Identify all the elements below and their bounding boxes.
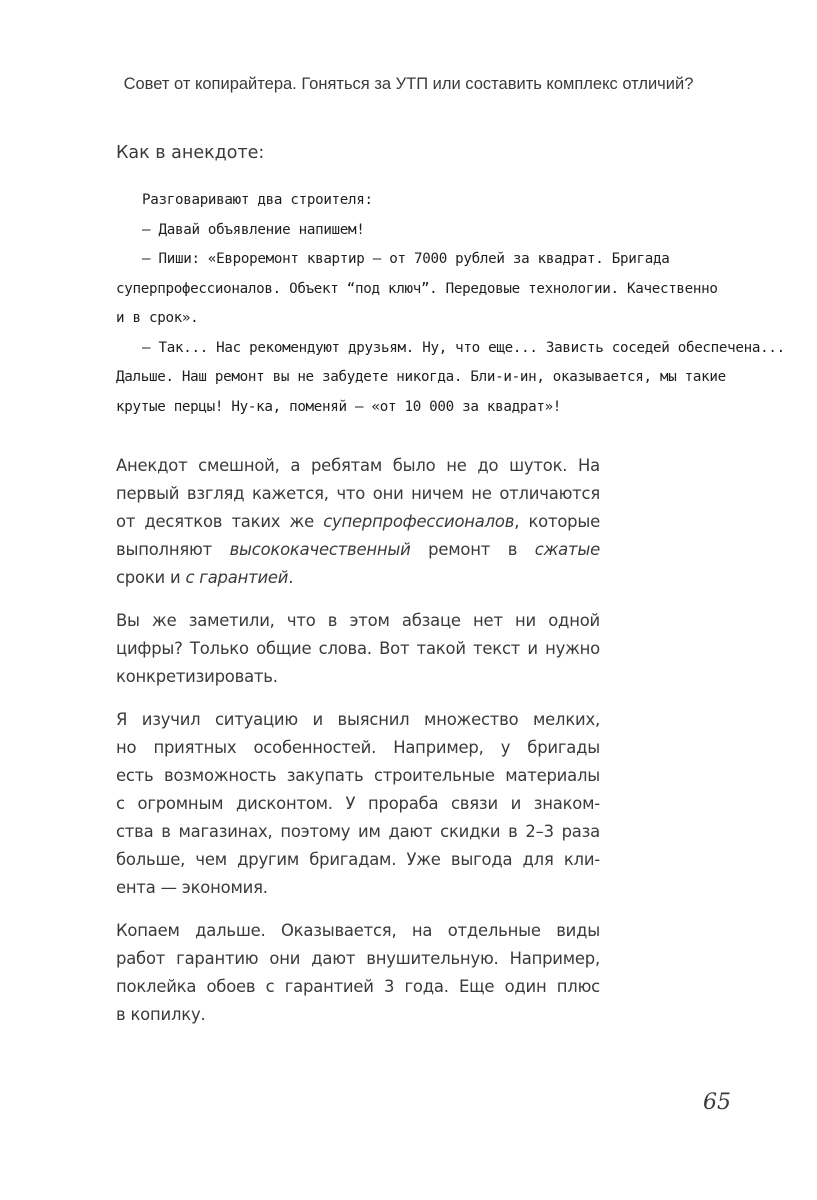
joke-block bbox=[116, 186, 785, 422]
text-run: , которые bbox=[514, 512, 600, 531]
emphasis: суперпрофессионалов bbox=[323, 512, 515, 531]
emphasis: высококачественный bbox=[229, 540, 411, 559]
text-run: от десятков таких же bbox=[116, 512, 324, 531]
text-line: с огромным дисконтом. У прораба связи и знаком- bbox=[116, 794, 600, 813]
text-line: первый взгляд кажется, что они ничем не отличаются bbox=[116, 484, 600, 503]
joke-line: Дальше. Наш ремонт вы не забудете никогда. Бли-и-ин, оказывается, мы такие bbox=[116, 369, 726, 385]
text-line: Я изучил ситуацию и выяснил множество мелких, bbox=[116, 710, 600, 729]
text-run: . bbox=[288, 568, 294, 587]
joke-line: суперпрофессионалов. Объект “под ключ”. Передовые технологии. Качественно bbox=[116, 280, 718, 297]
text-line: Копаем дальше. Оказывается, на отдельные виды bbox=[116, 921, 600, 940]
emphasis: сжатые bbox=[534, 540, 600, 559]
text-line bbox=[116, 564, 600, 592]
text-line: работ гарантию они дают внушительную. Например, bbox=[116, 949, 600, 968]
paragraph-4 bbox=[116, 917, 600, 1029]
paragraph-1 bbox=[116, 452, 600, 592]
text-run: выполняют bbox=[116, 540, 230, 559]
joke-line: крутые перцы! Ну-ка, поменяй — «от 10 000 за квадрат»! bbox=[116, 398, 562, 415]
text-line: конкретизировать. bbox=[116, 667, 278, 686]
text-line: больше, чем другим бригадам. Уже выгода для кли- bbox=[116, 850, 600, 869]
text-line: цифры? Только общие слова. Вот такой текст и нужно bbox=[116, 639, 600, 658]
text-line: в копилку. bbox=[116, 1005, 206, 1024]
running-header: Совет от копирайтера. Гоняться за УТП или составить комплекс отличий? bbox=[123, 75, 694, 93]
text-line: Вы же заметили, что в этом абзаце нет ни одной bbox=[116, 611, 600, 630]
paragraph-3 bbox=[116, 706, 600, 902]
emphasis: с гарантией bbox=[185, 568, 289, 587]
joke-line: и в срок». bbox=[116, 310, 199, 326]
joke-line: — Так... Нас рекомендуют друзьям. Ну, что еще... Зависть соседей обеспечена... bbox=[142, 339, 785, 356]
text-line: ства в магазинах, поэтому им дают скидки в 2–3 раза bbox=[116, 822, 600, 841]
text-line: но приятных особенностей. Например, у бригады bbox=[116, 738, 600, 757]
joke-line: Разговаривают два строителя: bbox=[142, 192, 373, 208]
joke-line: — Давай объявление напишем! bbox=[142, 221, 365, 238]
text-line: Анекдот смешной, а ребятам было не до шуток. На bbox=[116, 456, 600, 475]
paragraph-2 bbox=[116, 607, 600, 691]
text-run: ремонт в bbox=[410, 540, 535, 559]
body-text bbox=[116, 452, 600, 1044]
text-run: сроки и bbox=[116, 568, 186, 587]
text-line bbox=[116, 536, 600, 564]
page-number: 65 bbox=[703, 1090, 731, 1115]
joke-line: — Пиши: «Евроремонт квартир — от 7000 рублей за квадрат. Бригада bbox=[142, 251, 670, 267]
text-line: ента — экономия. bbox=[116, 878, 268, 897]
text-line: есть возможность закупать строительные материалы bbox=[116, 766, 600, 785]
text-line: поклейка обоев с гарантией 3 года. Еще один плюс bbox=[116, 977, 600, 996]
intro-line: Как в анекдоте: bbox=[116, 143, 265, 163]
text-line bbox=[116, 508, 600, 536]
